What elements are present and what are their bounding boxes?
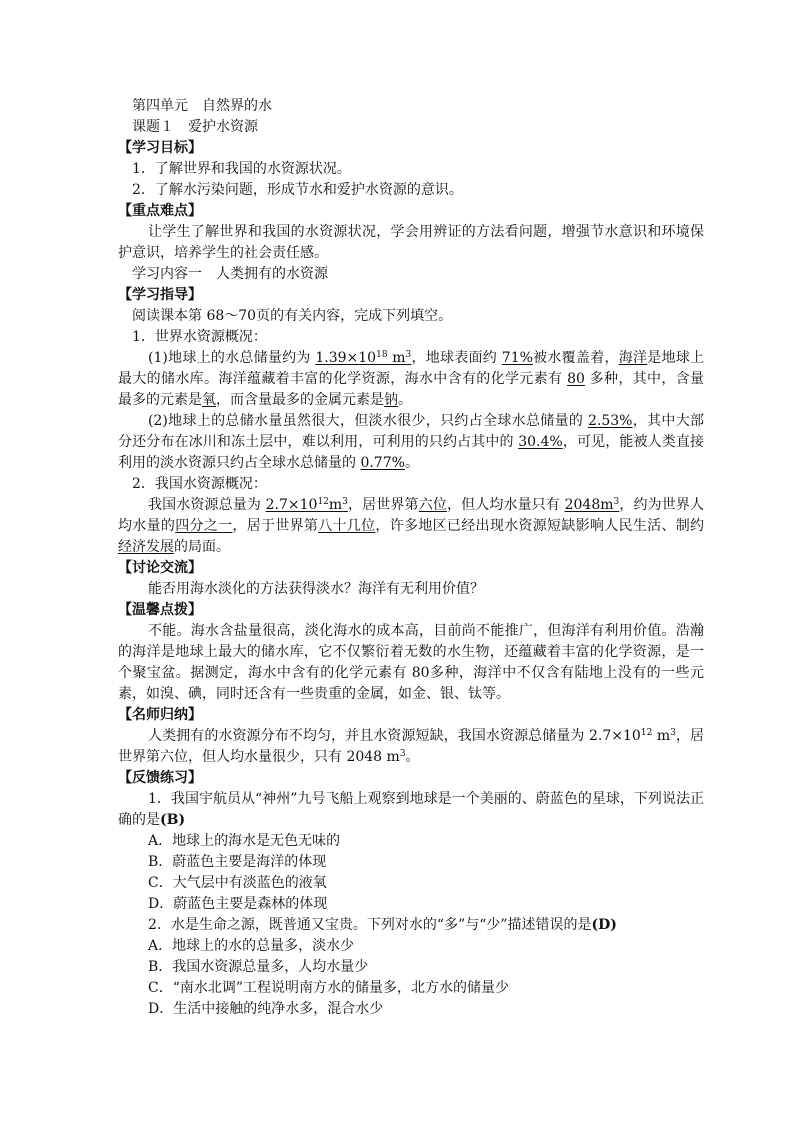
question-2-stem: 2．水是生命之源，既普通又宝贵。下列对水的“多”与“少”描述错误的是(D) — [148, 917, 617, 933]
summary-text: 人类拥有的水资源分布不均匀，并且水资源短缺，我国水资源总储量为 $2.7\times 10^{12}$ $m^3$，居世界第六位，但人均水量很少，只有 2048 $m^3$。 — [118, 728, 705, 765]
lesson-title: 课题１ 爱护水资源 — [132, 119, 258, 135]
answer-blank: 80 — [567, 371, 585, 387]
answer-blank: 四分之一 — [175, 518, 233, 534]
option-item: A．地球上的水的总量多，淡水少 — [148, 938, 355, 954]
answer-blank: 71% — [501, 350, 533, 366]
world-paragraph-2: (2)地球上的总储水量虽然很大，但淡水很少，只约占全球水总储量的 2.53%，其中大部分还分布在冰川和冻土层中，难以利用，可利用的只约占其中的 30.4%，可见，能被人类直接利用的淡水资源只约占全球水总储量的 0.77%。 — [118, 413, 705, 471]
world-heading: 1．世界水资源概况： — [132, 329, 267, 345]
key-text: 让学生了解世界和我国的水资源状况，学会用辨证的方法看问题，增强节水意识和环境保护意识，培养学生的社会责任感。 — [118, 224, 704, 261]
answer-blank: $1.39\times 10^{18}$ $m^3$ — [315, 350, 412, 366]
china-paragraph: 我国水资源总量为 $2.7\times 10^{12}m^3$，居世界第六位，但人均水量只有 $2048m^3$，约为世界人均水量的四分之一，居于世界第八十几位，许多地区已经出现水资源短缺影响人民生活、制约经济发展的局面。 — [118, 497, 705, 555]
option-item: B．我国水资源总量多，人均水量少 — [148, 959, 369, 975]
answer-blank: 海洋 — [618, 350, 648, 366]
goal-item: 1．了解世界和我国的水资源状况。 — [132, 161, 351, 177]
guide-intro: 阅读课本第 68～70页的有关内容，完成下列填空。 — [132, 308, 453, 324]
answer-blank: $2048m^3$ — [564, 497, 620, 513]
section-guide: 【学习指导】 — [118, 287, 202, 303]
answer-blank: 六位 — [418, 497, 447, 513]
question-1-answer: (B) — [160, 812, 186, 828]
answer-blank: 30.4% — [518, 434, 563, 450]
option-item: A．地球上的海水是无色无味的 — [148, 833, 341, 849]
option-item: C．大气层中有淡蓝色的液氧 — [148, 875, 327, 891]
section-key: 【重点难点】 — [118, 203, 202, 219]
answer-blank: 钠 — [384, 392, 398, 408]
answer-blank: 八十几位 — [318, 518, 376, 534]
china-heading: 2．我国水资源概况： — [132, 476, 267, 492]
option-item: C．“南水北调”工程说明南方水的储量多，北方水的储量少 — [148, 980, 510, 996]
answer-blank: 0.77% — [360, 455, 405, 471]
section-feedback: 【反馈练习】 — [118, 770, 202, 786]
tips-text: 不能。海水含盐量很高，淡化海水的成本高，目前尚不能推广，但海洋有利用价值。浩瀚的海洋是地球上最大的储水库，它不仅繁衍着无数的水生物，还蕴藏着丰富的化学资源，是一个聚宝盆。据测定，海水中含有的化学元素有 80多种，海洋中不仅含有陆地上没有的一些元素，如溴、碘，同时还含有一些贵重的金属，如金、银、钛等。 — [118, 623, 704, 702]
section-summary: 【名师归纳】 — [118, 707, 202, 723]
section-goals: 【学习目标】 — [118, 140, 202, 156]
answer-blank: 氧 — [202, 392, 216, 408]
world-paragraph-1: (1)地球上的水总储量约为 $1.39\times 10^{18}$ $m^3$，地球表面约 71%被水覆盖着，海洋是地球上最大的储水库。海洋蕴藏着丰富的化学资源，海水中含有的化学元素有 80 多种，其中，含量最多的元素是氧，而含量最多的金属元素是钠。 — [118, 350, 705, 408]
option-item: B．蔚蓝色主要是海洋的体现 — [148, 854, 327, 870]
goal-item: 2．了解水污染问题，形成节水和爱护水资源的意识。 — [132, 182, 463, 198]
answer-blank: 2.53% — [587, 413, 633, 429]
answer-blank: 经济发展 — [118, 539, 174, 555]
discuss-question: 能否用海水淡化的方法获得淡水？海洋有无利用价值？ — [148, 581, 484, 597]
option-item: D．蔚蓝色主要是森林的体现 — [148, 896, 328, 912]
question-2-answer: (D) — [591, 917, 617, 933]
content1-heading: 学习内容一 人类拥有的水资源 — [132, 266, 328, 282]
unit-title: 第四单元 自然界的水 — [132, 98, 272, 114]
question-1-stem: 1．我国宇航员从“神州”九号飞船上观察到地球是一个美丽的、蔚蓝色的星球，下列说法正确的是(B) — [118, 791, 704, 828]
option-item: D．生活中接触的纯净水多，混合水少 — [148, 1001, 384, 1017]
section-tips: 【温馨点拨】 — [118, 602, 202, 618]
answer-blank: $2.7\times 10^{12}m^3$ — [265, 497, 348, 513]
section-discuss: 【讨论交流】 — [118, 560, 202, 576]
